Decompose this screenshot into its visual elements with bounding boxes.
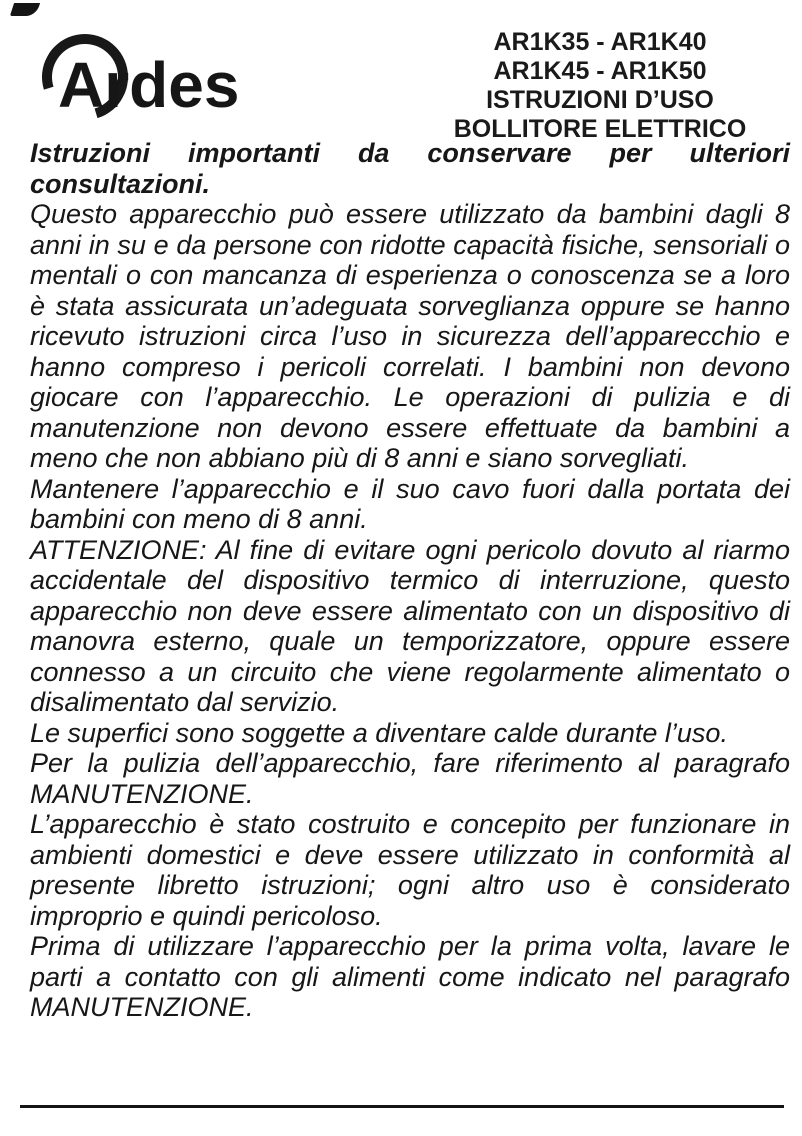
model-numbers-line2: AR1K45 - AR1K50 <box>493 57 707 85</box>
paragraph-safety-children: Questo apparecchio può essere utilizzato da bambini dagli 8 anni in su e da persone con ridotte capacità fisiche, sensoriali o mentali o con mancanza di esperienza o conoscenza se a loro è stata assicurata un’adeguata sorveglianza oppure se hanno ricevuto istruzioni circa l’uso in sicurezza dell’apparecchio e hanno compreso i pericoli correlati. I bambini non devono giocare con l’apparecchio. Le operazioni di pulizia e di manutenzione non devono essere effettuate da bambini a meno che non abbiano più di 8 anni e siano sorvegliati. <box>30 199 790 473</box>
paragraph-attention: ATTENZIONE: Al fine di evitare ogni pericolo dovuto al riarmo accidentale del dispositivo termico di interruzione, questo apparecchio non deve essere alimentato con un dispositivo di manovra esterno, quale un temporizzatore, oppure essere connesso a un circuito che viene regolarmente alimentato o disalimentato dal servizio. <box>30 534 790 717</box>
page-header <box>0 0 802 143</box>
intro-paragraph: Istruzioni importanti da conservare per ulteriori consultazioni. <box>30 138 790 199</box>
paragraph-cleaning: Per la pulizia dell’apparecchio, fare riferimento al paragrafo MANUTENZIONE. <box>30 748 790 809</box>
paragraph-hot-surfaces: Le superfici sono soggette a diventare calde durante l’uso. <box>30 717 728 748</box>
logo-text: Ardes <box>58 49 240 121</box>
paragraph-first-use: Prima di utilizzare l’apparecchio per la prima volta, lavare le parti a contatto con gli alimenti come indicato nel paragrafo MANUTENZIONE. <box>30 931 790 1022</box>
ardes-logo <box>42 26 322 130</box>
document-title: ISTRUZIONI D’USO <box>486 86 714 114</box>
bottom-divider <box>20 1105 784 1108</box>
model-numbers-line1: AR1K35 - AR1K40 <box>493 28 707 56</box>
header-title-block <box>404 28 796 144</box>
product-name: BOLLITORE ELETTRICO <box>453 115 747 143</box>
paragraph-keep-away: Mantenere l’apparecchio e il suo cavo fuori dalla portata dei bambini con meno di 8 anni. <box>30 473 790 534</box>
instructions-body <box>0 136 802 1023</box>
paragraph-domestic-use: L’apparecchio è stato costruito e concepito per funzionare in ambienti domestici e deve essere utilizzato in conformità al presente libretto istruzioni; ogni altro uso è considerato improprio e quindi pericoloso. <box>30 809 790 931</box>
